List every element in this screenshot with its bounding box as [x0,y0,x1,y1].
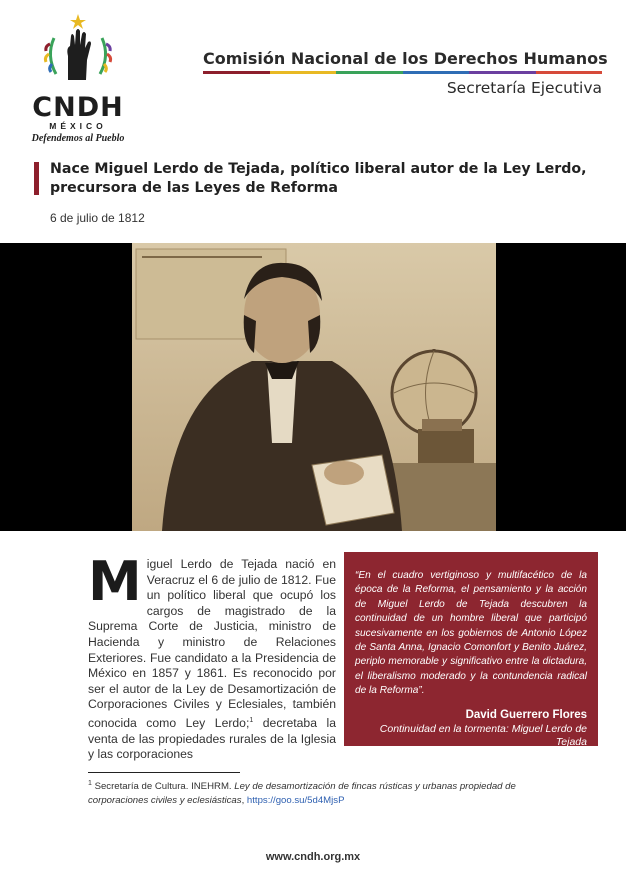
logo-motto: Defendemos al Pueblo [31,133,125,144]
footnote-title: Ley de desamortización de fincas rústicas y urbanas propiedad de corporaciones civiles y eclesiásticas [88,781,516,806]
stripe-segment [403,71,470,74]
body-text-continued: decretaba la venta de las propiedades rurales de la Iglesia y las corporaciones [88,716,336,762]
footnote-divider [88,772,240,773]
organization-name: Comisión Nacional de los Derechos Humanos [203,49,608,68]
article-date: 6 de julio de 1812 [50,211,145,225]
page-title: Nace Miguel Lerdo de Tejada, político liberal autor de la Ley Lerdo, precursora de las Leyes de Reforma [50,161,587,196]
color-stripe [203,71,602,74]
quote-text: “En el cuadro vertiginoso y multifacético de la época de la Reforma, el pensamiento y la acción de Miguel Lerdo de Tejada descubren la continuidad de un hombre liberal que participó sucesivamente en los gobiernos de Antonio López de Santa Anna, Ignacio Comonfort y Benito Juárez, periplo memorable y significativo entre la dictadura, el liberalismo moderado y la contundencia radical de la Reforma”. [355,570,587,697]
logo-country: MÉXICO [49,121,107,131]
department-name: Secretaría Ejecutiva [446,79,602,97]
article-body [88,550,336,763]
cndh-logo [22,12,134,142]
portrait-band [0,243,626,531]
footnote [88,777,528,807]
drop-cap: M [88,550,142,613]
body-text: iguel Lerdo de Tejada nació en Veracruz el 6 de julio de 1812. Fue un político liberal que ocupó los cargos de magistrado de la Suprema Corte de Justicia, ministro de Hacienda y ministro de Relaciones Exteriores. Fue candidato a la Presidencia de México en 1857 y 1861. Es reconocido por ser el autor de la Ley de Desamortización de Corporaciones Civiles y Eclesiales, también conocida como Ley Lerdo; [88,557,336,730]
footnote-sep: , [241,794,247,806]
stripe-segment [469,71,536,74]
quote-source: Continuidad en la tormenta: Miguel Lerdo de Tejada [379,722,587,748]
stripe-segment [336,71,403,74]
footnote-ref[interactable]: 1 [249,716,254,724]
logo-wordmark: CNDH [32,92,124,123]
footnote-mark: 1 [88,780,92,787]
footer-website[interactable]: www.cndh.org.mx [265,851,361,863]
title-accent-bar [34,162,39,195]
portrait-image [132,243,496,531]
stripe-segment [203,71,270,74]
quote-box [344,552,598,746]
footnote-link[interactable]: https://goo.su/5d4MjsP [246,794,345,806]
quote-author: David Guerrero Flores [465,708,587,721]
raised-hand-emblem-icon [40,12,116,88]
stripe-segment [536,71,603,74]
footnote-org: Secretaría de Cultura. INEHRM. [91,781,235,793]
stripe-segment [270,71,337,74]
